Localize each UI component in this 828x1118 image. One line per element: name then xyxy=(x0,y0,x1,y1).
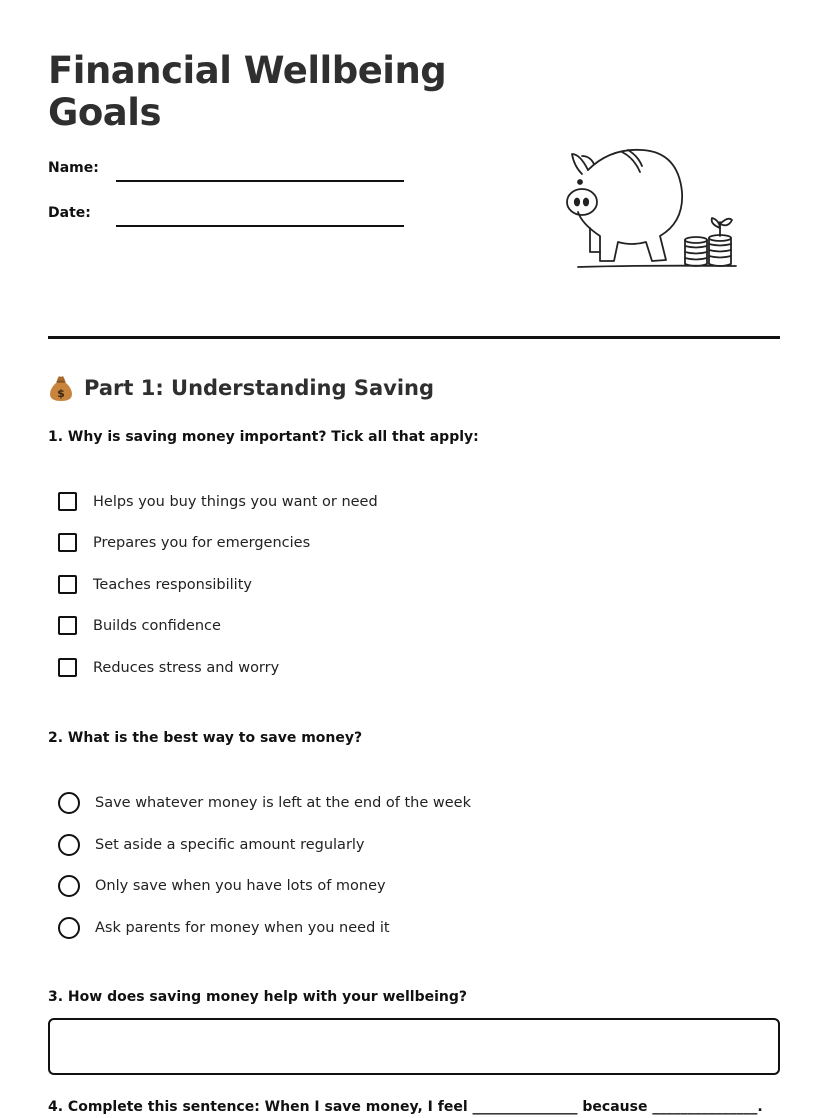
question-1: 1. Why is saving money important? Tick all that apply: xyxy=(48,429,479,445)
option-label: Only save when you have lots of money xyxy=(95,878,386,894)
q2-option-2[interactable] xyxy=(58,834,365,856)
q2-option-4[interactable] xyxy=(58,917,390,939)
option-label: Teaches responsibility xyxy=(93,576,252,593)
option-label: Ask parents for money when you need it xyxy=(95,920,390,936)
q2-option-1[interactable] xyxy=(58,792,471,814)
checkbox[interactable] xyxy=(58,616,77,635)
piggy-bank-with-coins-icon xyxy=(560,140,740,275)
part1-heading-text: Part 1: Understanding Saving xyxy=(84,376,435,400)
option-label: Prepares you for emergencies xyxy=(93,534,311,551)
radio-button[interactable] xyxy=(58,792,80,814)
q2-option-3[interactable] xyxy=(58,875,386,897)
option-label: Save whatever money is left at the end of the week xyxy=(95,795,471,811)
name-label: Name: xyxy=(48,160,99,176)
question-4: 4. Complete this sentence: When I save money, I feel _______________ because _______________. xyxy=(48,1099,763,1115)
checkbox[interactable] xyxy=(58,658,77,677)
part1-heading xyxy=(48,374,434,402)
radio-button[interactable] xyxy=(58,917,80,939)
name-field[interactable] xyxy=(116,180,404,182)
section-divider xyxy=(48,336,780,339)
question-2: 2. What is the best way to save money? xyxy=(48,730,363,746)
option-label: Reduces stress and worry xyxy=(93,659,280,676)
option-label: Set aside a specific amount regularly xyxy=(95,837,365,853)
q1-option-4[interactable] xyxy=(58,616,221,635)
date-label: Date: xyxy=(48,205,91,221)
q1-option-1[interactable] xyxy=(58,492,378,511)
money-bag-icon xyxy=(48,374,74,402)
checkbox[interactable] xyxy=(58,492,77,511)
radio-button[interactable] xyxy=(58,875,80,897)
q3-answer-box[interactable] xyxy=(48,1018,780,1075)
option-label: Builds confidence xyxy=(93,617,221,634)
radio-button[interactable] xyxy=(58,834,80,856)
q1-option-5[interactable] xyxy=(58,658,279,677)
svg-text:$: $ xyxy=(57,387,65,400)
q1-option-2[interactable] xyxy=(58,533,310,552)
option-label: Helps you buy things you want or need xyxy=(93,493,378,510)
page-title: Financial Wellbeing Goals xyxy=(48,49,447,134)
checkbox[interactable] xyxy=(58,533,77,552)
question-3: 3. How does saving money help with your wellbeing? xyxy=(48,989,468,1005)
date-field[interactable] xyxy=(116,225,404,227)
q1-option-3[interactable] xyxy=(58,575,252,594)
checkbox[interactable] xyxy=(58,575,77,594)
